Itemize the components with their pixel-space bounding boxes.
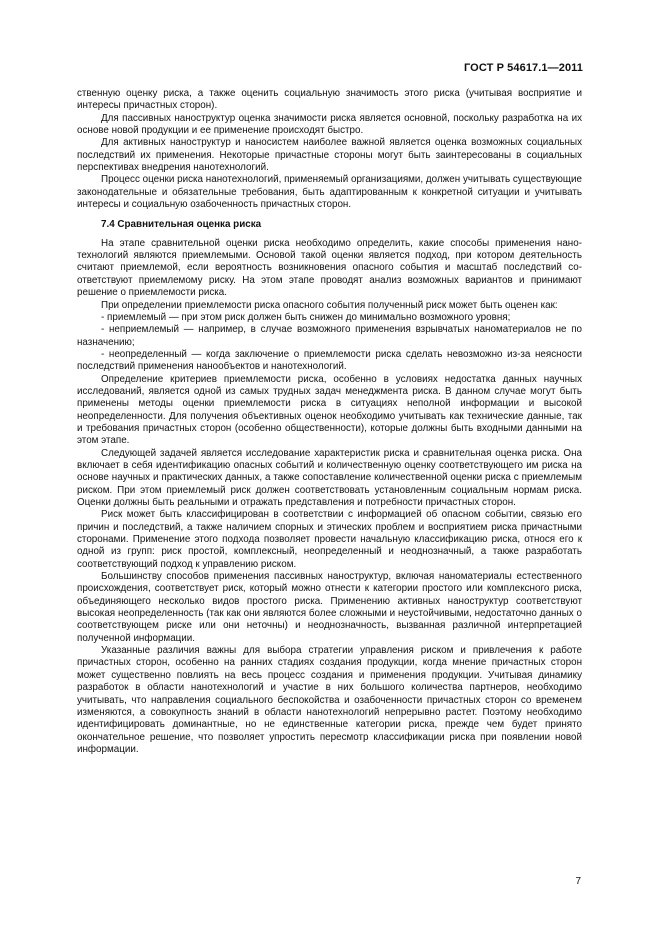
section-heading: 7.4 Сравнительная оценка риска bbox=[101, 219, 262, 231]
paragraph: Риск может быть классифицирован в соответствии с информацией об опасном событии, связью его причин и последствий, а также наличием спорных и этических проблем и восприятием риска причастными сторонами. Применение этого подхода позволяет провести начальную классификацию риска, относя его к одной из групп: риск простой, комплексный, неопределенный и неоднозначный, а также разработать соответствующий подход к управлению риском. bbox=[77, 509, 582, 570]
paragraph: Для пассивных наноструктур оценка значимости риска является основной, поскольку разработка на их основе новой продукции и ее применение происходят быстро. bbox=[77, 112, 582, 137]
document-body bbox=[77, 88, 582, 756]
standard-id: ГОСТ Р 54617.1—2011 bbox=[463, 62, 583, 74]
paragraph: При определении приемлемости риска опасного события полученный риск может быть оценен как: bbox=[101, 299, 558, 311]
paragraph: Большинству способов применения пассивных наноструктур, включая наноматериалы естественного происхождения, соответствует риск, который можно отнести к категории простого или комплексного риска, объединяющего несколько видов простого риска. Применению активных наноструктур соответствуют высокая неопределенность (так как они являются более сложными и неустойчивыми, недостаточно данных о соответствующем риске или они неточны) и неоднозначность, вызванная различной интерпретацией полученной информации. bbox=[77, 571, 582, 644]
paragraph: Следующей задачей является исследование характеристик риска и сравнительная оценка риска. Она включает в себя идентификацию опасных событий и количественную оценку соответствующего им риска на основе научных и практических данных, а также сопоставление количественной оценки риска с приемлемым риском. При этом приемлемый риск должен соответствовать установленным социальным нормам риска. Оценки должны быть реальными и отражать представления и потребности причастных сторон. bbox=[77, 447, 582, 508]
page-number: 7 bbox=[575, 876, 581, 887]
list-item: - приемлемый — при этом риск должен быть снижен до минимально возможного уровня; bbox=[101, 311, 511, 323]
document-header bbox=[464, 62, 583, 74]
list-item: - неопределенный — когда заключение о приемлемости риска сделать невозможно из-за неясности последствий применения нанообъектов и нанотехнологий. bbox=[77, 348, 582, 373]
paragraph: ственную оценку риска, а также оценить социальную значимость этого риска (учитывая восприятие и интересы причастных сторон). bbox=[77, 88, 582, 112]
paragraph: Определение критериев приемлемости риска, особенно в условиях недостатка данных научных исследований, является одной из самых трудных задач менеджмента риска. В данном случае могут быть применены методы оценки приемлемости риска в ситуациях неполной информации и высокой неопределенности. Для получения объективных оценок необходимо учитывать как технические данные, так и требования причастных сторон (особенно общественности), которые должны быть входными данными на этом этапе. bbox=[77, 373, 582, 447]
list-item: - неприемлемый — например, в случае возможного применения взрывчатых наноматериалов не по назначению; bbox=[77, 324, 582, 348]
paragraph: Процесс оценки риска нанотехнологий, применяемый организациями, должен учитывать существующие законодательные и обязательные требования, быть адаптированным к конкретной ситуации и учитывать интересы и социальную озабоченность причастных сторон. bbox=[77, 174, 582, 211]
paragraph: На этапе сравнительной оценки риска необходимо определить, какие способы применения нанотехнологий являются приемлемыми. Основой такой оценки является подход, при котором деятельность считают приемлемой, если вероятность возникновения опасного события и масштаб последствий соответствуют приемлемому риску. На этом этапе проводят анализ возможных вариантов и принимают решение о приемлемости риска. bbox=[77, 237, 582, 299]
paragraph: Для активных наноструктур и наносистем наиболее важной является оценка возможных социальных последствий их применения. Некоторые причастные стороны могут быть заинтересованы в социальных перспективах внедрения нанотехнологий. bbox=[77, 137, 582, 174]
paragraph: Указанные различия важны для выбора стратегии управления риском и привлечения к работе причастных сторон, особенно на ранних стадиях создания продукции, когда мнение причастных сторон может существенно повлиять на весь процесс создания и применения продукции. Учитывая динамику разработок в области нанотехнологий и участие в них большого количества партнеров, необходимо учитывать, что направления социального беспокойства и озабоченности причастных сторон со временем изменяются, а совокупность знаний в области нанотехнологий непрерывно растет. Поэтому необходимо идентифицировать доминантные, но не единственные категории риска, прежде чем будет принято окончательное решение, что позволяет упростить пересмотр классификации риска при появлении новой информации. bbox=[77, 645, 582, 755]
